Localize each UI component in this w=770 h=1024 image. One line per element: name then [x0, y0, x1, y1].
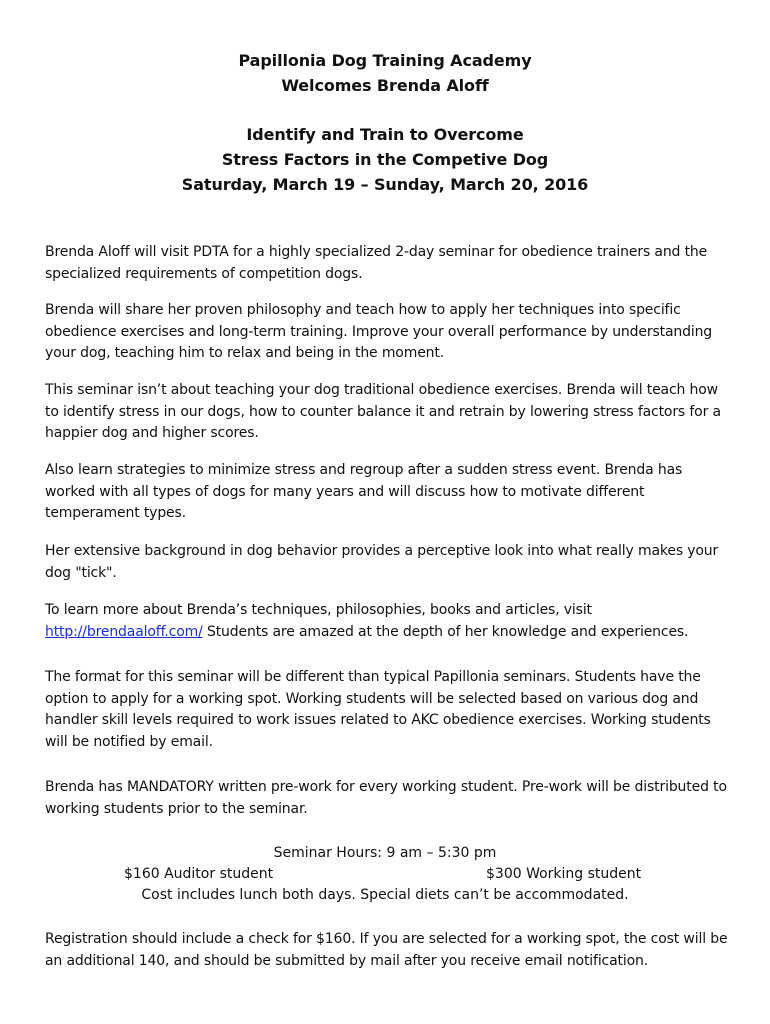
paragraph-strategies: Also learn strategies to minimize stress and regroup after a sudden stress event. Brenda has worked with all types of dogs for many years and will discuss how to motivate different temperament types. [45, 462, 683, 521]
paragraph-format: The format for this seminar will be different than typical Papillonia seminars. Students have the option to apply for a working spot. Working students will be selected based on various dog and handler skill levels required to work issues related to AKC obedience exercises. Working students will be notified by email. [45, 669, 711, 750]
seminar-dates: Saturday, March 19 – Sunday, March 20, 2016 [181, 175, 589, 194]
seminar-title-line1: Identify and Train to Overcome [246, 125, 524, 144]
paragraph-background: Her extensive background in dog behavior provides a perceptive look into what really makes your dog "tick". [45, 543, 719, 581]
paragraph-philosophy: Brenda will share her proven philosophy and teach how to apply her techniques into specific obedience exercises and long-term training. Improve your overall performance by understanding your dog, teaching him to relax and being in the moment. [45, 302, 713, 361]
seminar-title-line2: Stress Factors in the Competive Dog [221, 150, 549, 169]
title-block [0, 48, 770, 98]
seminar-hours: Seminar Hours: 9 am – 5:30 pm [273, 845, 497, 861]
paragraph-registration: Registration should include a check for $160. If you are selected for a working spot, the cost will be an additional 140, and should be submitted by mail after you receive email notification. [45, 931, 728, 969]
seminar-title-block [0, 122, 770, 197]
welcome-line: Welcomes Brenda Aloff [281, 76, 489, 95]
paragraph-mandatory: Brenda has MANDATORY written pre-work for every working student. Pre-work will be distributed to working students prior to the seminar. [45, 779, 727, 817]
brenda-website-link[interactable]: http://brendaaloff.com/ [45, 623, 203, 640]
paragraph-intro: Brenda Aloff will visit PDTA for a highly specialized 2-day seminar for obedience trainers and the specialized requirements of competition dogs. [45, 244, 708, 282]
cost-note: Cost includes lunch both days. Special diets can’t be accommodated. [141, 887, 629, 903]
paragraph-stress: This seminar isn’t about teaching your dog traditional obedience exercises. Brenda will teach how to identify stress in our dogs, how to counter balance it and retrain by lowering stress factors for a happier dog and higher scores. [45, 382, 721, 441]
learn-more-text: To learn more about Brenda’s techniques, philosophies, books and articles, visit [45, 602, 592, 618]
academy-name: Papillonia Dog Training Academy [238, 51, 532, 70]
paragraph-learn-more [45, 600, 735, 643]
working-price: $300 Working student [486, 866, 642, 882]
learn-more-rest: Students are amazed at the depth of her knowledge and experiences. [202, 623, 689, 640]
auditor-price: $160 Auditor student [124, 866, 274, 882]
pricing-row [0, 864, 770, 886]
